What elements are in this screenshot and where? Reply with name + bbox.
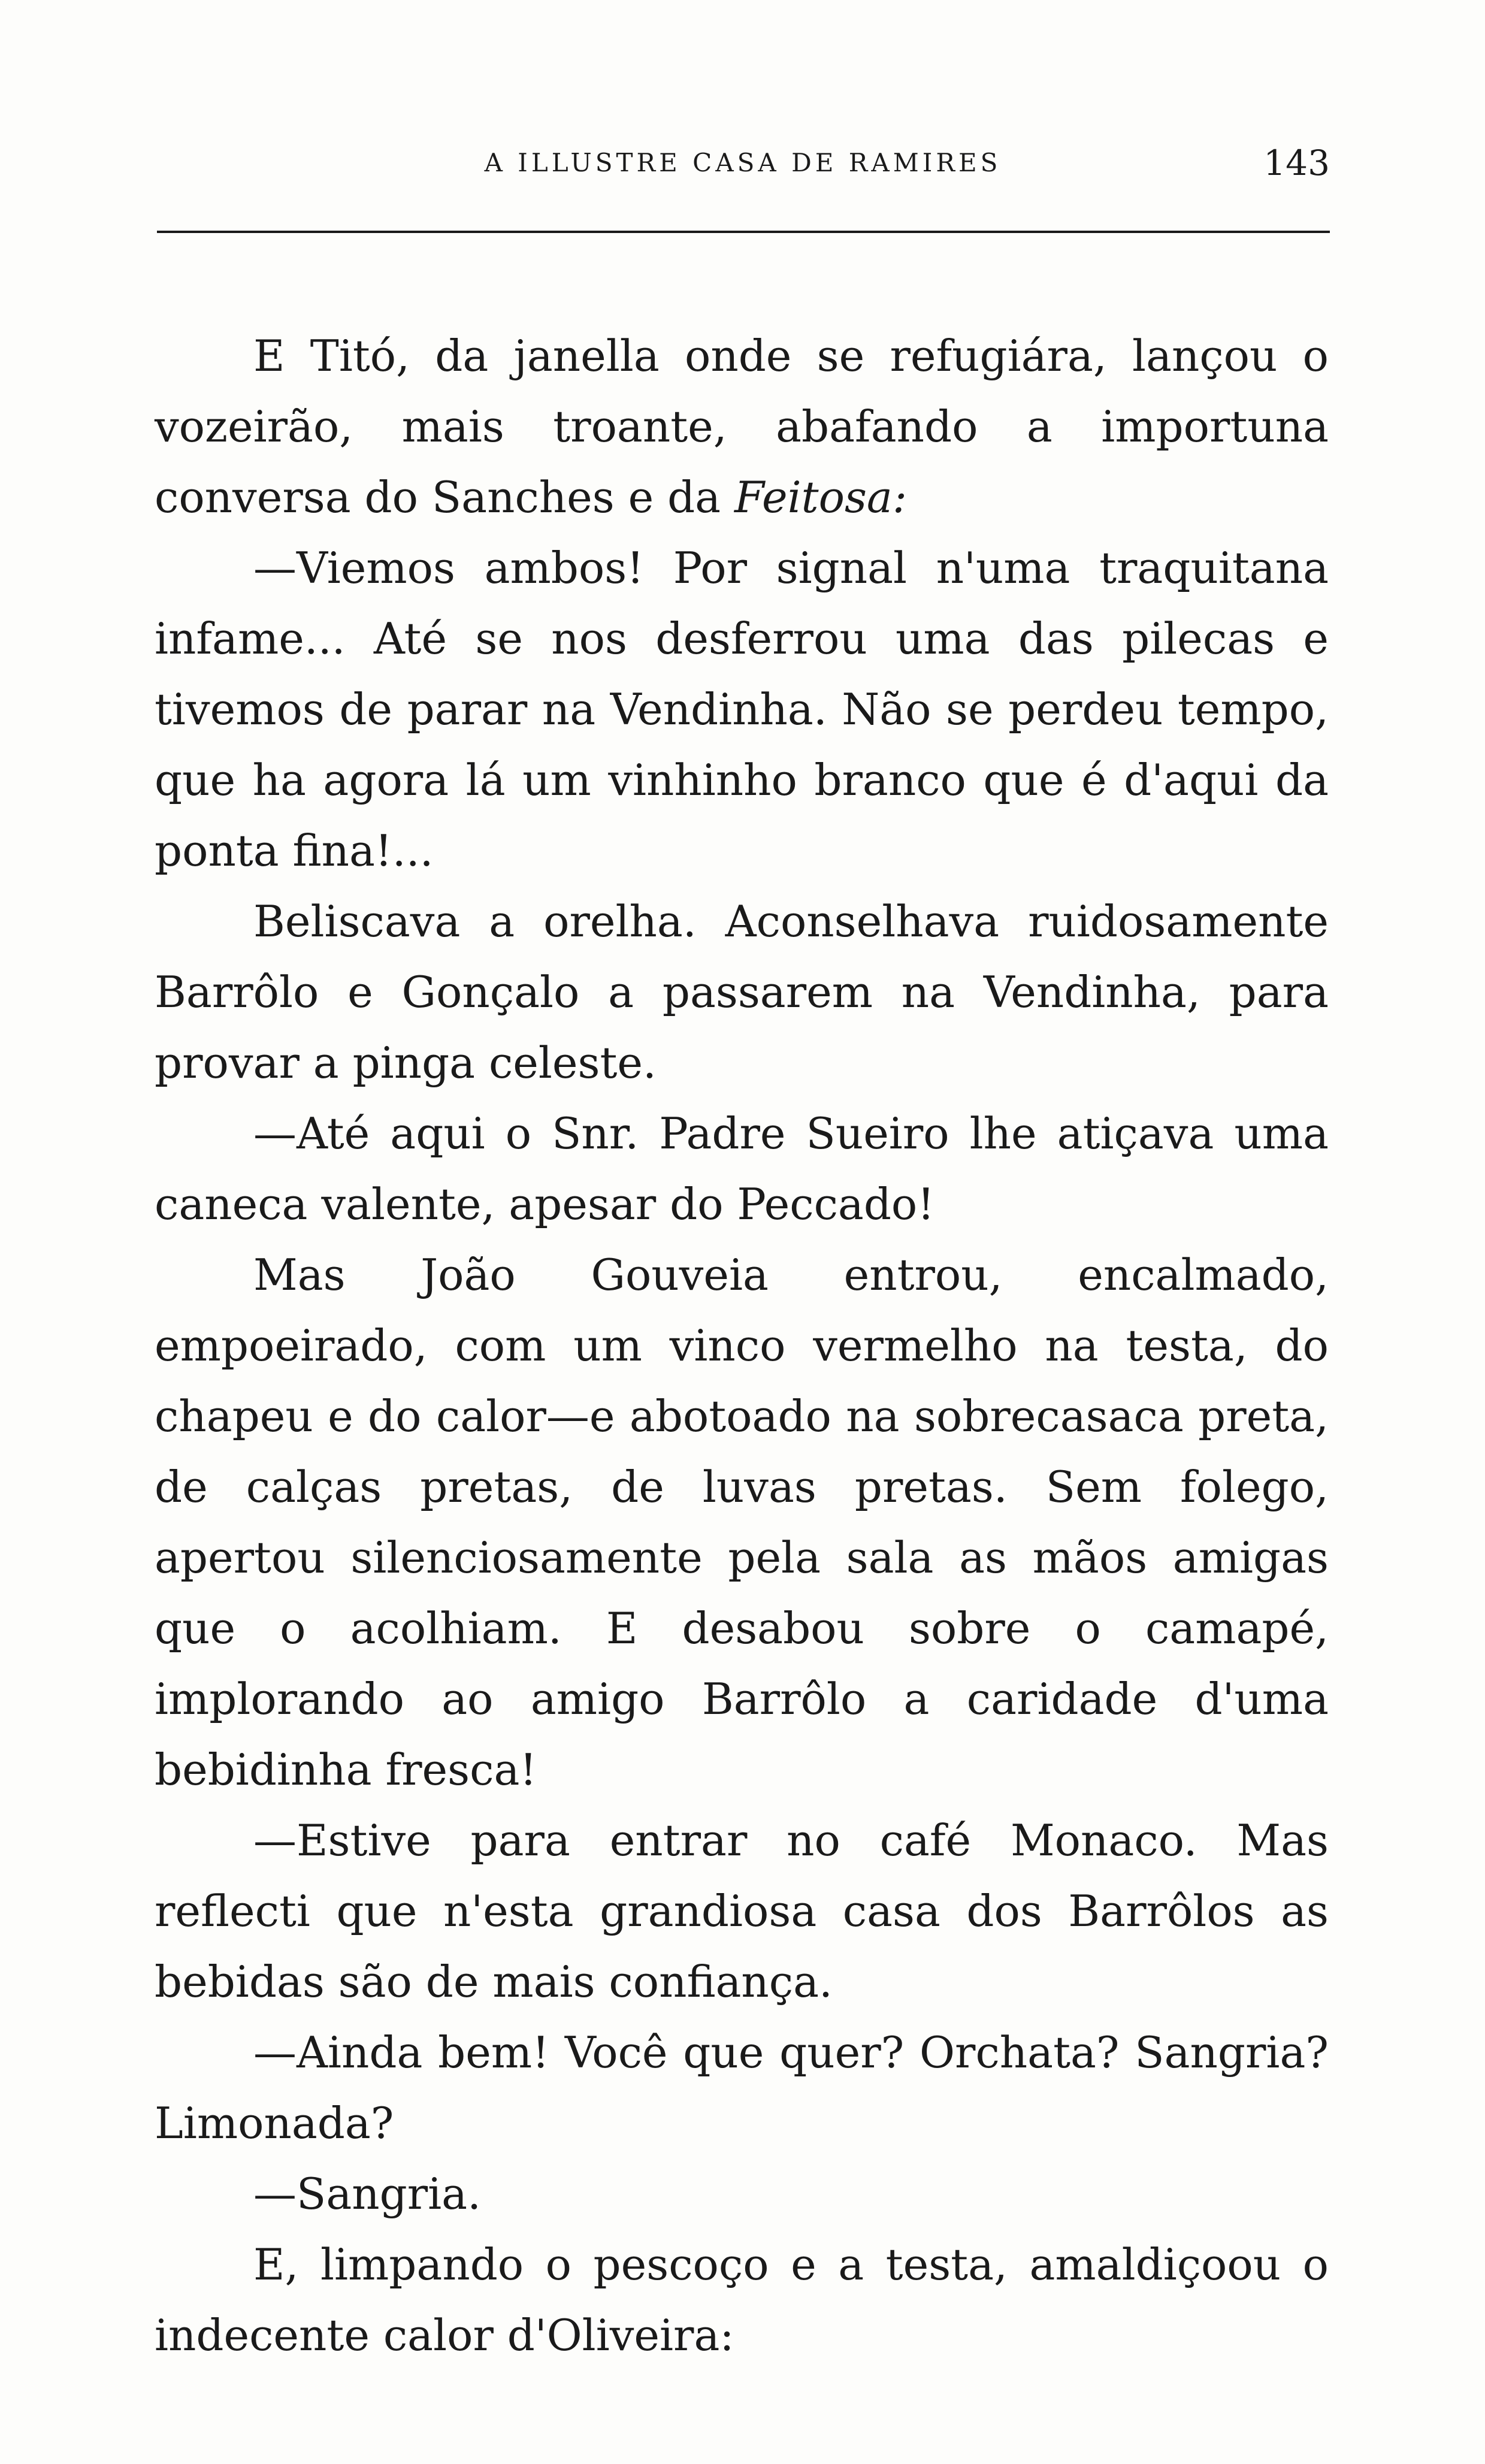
paragraph-text: —Ainda bem! Você que quer? Orchata? Sangria? Limonada? [155, 2027, 1329, 2148]
paragraph-text: Mas João Gouveia entrou, encalmado, empoeirado, com um vinco vermelho na testa, do chapeu e do calor—e abotoado na sobrecasaca preta, de calças pretas, de luvas pretas. Sem folego, apertou silenciosamente pela sala as mãos amigas que o acolhiam. E desabou sobre o camapé, implorando ao amigo Barrôlo a caridade d'uma bebidinha fresca! [155, 1250, 1329, 1795]
page-header [156, 139, 1330, 187]
paragraph [155, 2158, 1329, 2229]
paragraph [155, 2229, 1329, 2371]
body-text [155, 321, 1329, 2371]
paragraph [155, 886, 1329, 1098]
paragraph-text: —Viemos ambos! Por signal n'uma traquitana infame... Até se nos desferrou uma das pilecas e tivemos de parar na Vendinha. Não se perdeu tempo, que ha agora lá um vinhinho branco que é d'aqui da ponta fina!... [155, 543, 1329, 876]
emphasized-name: Feitosa: [734, 472, 908, 522]
paragraph [155, 1239, 1329, 1805]
paragraph-text: Beliscava a orelha. Aconselhava ruidosamente Barrôlo e Gonçalo a passarem na Vendinha, para provar a pinga celeste. [155, 896, 1329, 1088]
paragraph-text: —Até aqui o Snr. Padre Sueiro lhe atiçava uma caneca valente, apesar do Peccado! [155, 1108, 1329, 1229]
paragraph-text: —Sangria. [253, 2169, 481, 2219]
paragraph [155, 1098, 1329, 1239]
page-number: 143 [1263, 143, 1330, 183]
paragraph [155, 1805, 1329, 2017]
paragraph-text: E, limpando o pescoço e a testa, amaldiçoou o indecente calor d'Oliveira: [155, 2239, 1329, 2360]
paragraph-text: —Estive para entrar no café Monaco. Mas reflecti que n'esta grandiosa casa dos Barrôlos as bebidas são de mais confiança. [155, 1815, 1329, 2007]
paragraph-text: E Titó, da janella onde se refugiára, lançou o vozeirão, mais troante, abafando a importuna conversa do Sanches e da [155, 331, 1329, 522]
paragraph [155, 2017, 1329, 2158]
paragraph [155, 321, 1329, 533]
paragraph [155, 533, 1329, 886]
running-title: A ILLUSTRE CASA DE RAMIRES [484, 148, 1002, 177]
header-rule [157, 231, 1330, 233]
